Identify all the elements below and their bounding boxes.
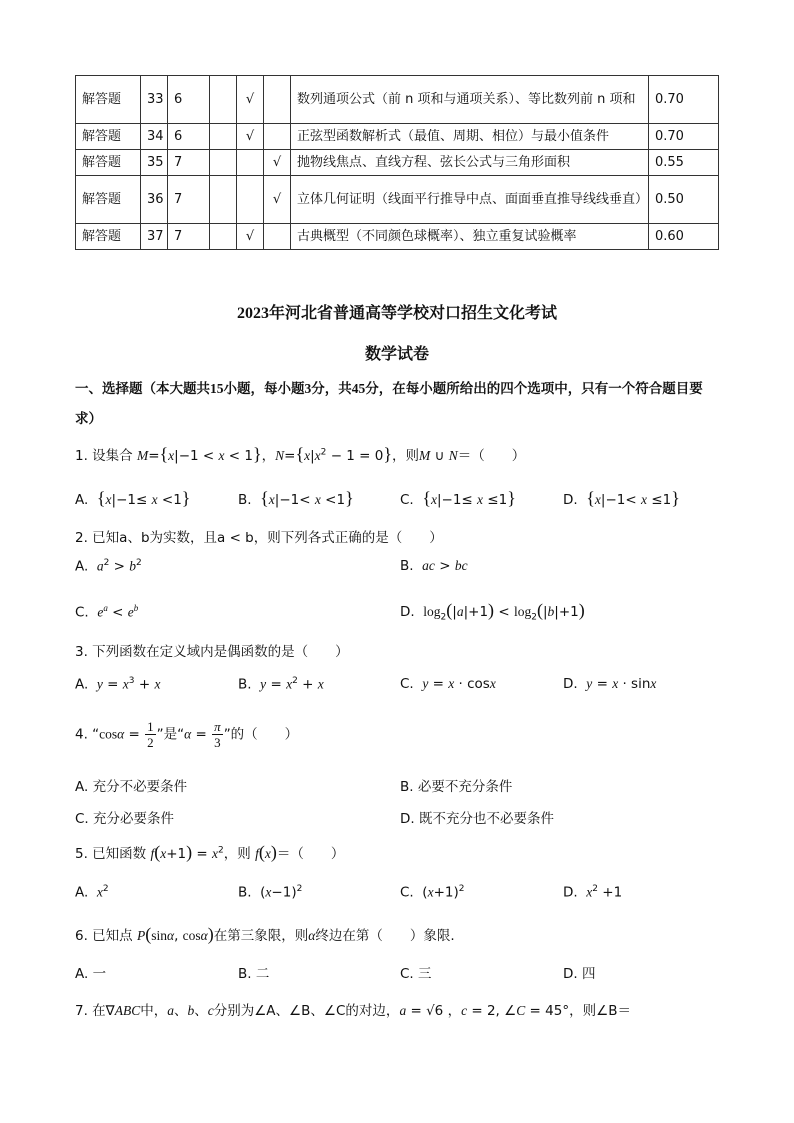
cell-level-2: √: [237, 224, 264, 250]
cell-score: 7: [168, 176, 210, 224]
cell-number: 34: [141, 124, 168, 150]
cell-difficulty: 0.70: [649, 124, 719, 150]
q5-option-d[interactable]: D. $x^2 +1$: [563, 884, 623, 901]
q3-option-c[interactable]: C. y = x · cosx: [400, 676, 496, 692]
q4-option-d[interactable]: D. 既不充分也不必要条件: [400, 811, 554, 827]
q6-option-a[interactable]: A. 一: [75, 966, 107, 982]
question-3: 3. 下列函数在定义域内是偶函数的是（ ）: [75, 644, 349, 660]
cell-difficulty: 0.60: [649, 224, 719, 250]
q2-option-d[interactable]: D. $\log_2(|a|+1) < \log_2(|b|+1)$: [400, 600, 585, 623]
cell-level-3: [264, 76, 291, 124]
q5-option-c[interactable]: C. $(x+1)^2$: [400, 884, 465, 901]
q5-option-b[interactable]: B. $(x-1)^2$: [238, 884, 303, 901]
q4-option-b[interactable]: B. 必要不充分条件: [400, 779, 513, 795]
cell-level-2: √: [237, 76, 264, 124]
cell-topic: 抛物线焦点、直线方程、弦长公式与三角形面积: [291, 150, 649, 176]
cell-type: 解答题: [76, 176, 141, 224]
cell-level-3: √: [264, 150, 291, 176]
table-row: [76, 124, 719, 150]
q2-option-a[interactable]: A. $a^2 > b^2$: [75, 558, 142, 575]
cell-topic: 数列通项公式（前 n 项和与通项关系）、等比数列前 n 项和: [291, 76, 649, 124]
cell-level-1: [210, 224, 237, 250]
q1-option-d[interactable]: D. {x|−1< x ≤1}: [563, 488, 680, 508]
exam-subtitle: 数学试卷: [364, 346, 429, 363]
cell-type: 解答题: [76, 124, 141, 150]
q4-option-a[interactable]: A. 充分不必要条件: [75, 779, 188, 795]
cell-score: 7: [168, 150, 210, 176]
cell-level-2: [237, 150, 264, 176]
q2-option-b[interactable]: B. ac > bc: [400, 558, 468, 574]
question-2: 2. 已知a、b为实数，且a < b，则下列各式正确的是（ ）: [75, 530, 443, 546]
q6-option-d[interactable]: D. 四: [563, 966, 596, 982]
cell-level-3: [264, 124, 291, 150]
cell-type: 解答题: [76, 224, 141, 250]
cell-topic: 立体几何证明（线面平行推导中点、面面垂直推导线线垂直）: [291, 176, 649, 224]
q3-option-b[interactable]: B. $y = x^2 + x$: [238, 676, 324, 693]
question-7: 7. 在∇ABC中，a、b、c分别为∠A、∠B、∠C的对边，a = √6 ，c = 2, ∠C = 45°，则∠B＝: [75, 1003, 631, 1019]
cell-score: 7: [168, 224, 210, 250]
cell-level-1: [210, 176, 237, 224]
cell-number: 35: [141, 150, 168, 176]
q4-option-c[interactable]: C. 充分必要条件: [75, 811, 175, 827]
q2-option-c[interactable]: C. $e^a < e^b$: [75, 603, 139, 621]
table-row: [76, 76, 719, 124]
cell-level-3: √: [264, 176, 291, 224]
cell-difficulty: 0.55: [649, 150, 719, 176]
section-heading: 一、选择题（本大题共15小题，每小题3分，共45分，在每小题所给出的四个选项中，只有一个符合题目要求）: [75, 381, 703, 426]
question-5: 5. 已知函数 $f(x+1) = x^2$，则 f(x)＝（ ）: [75, 842, 345, 862]
q1-option-b[interactable]: B. {x|−1< x <1}: [238, 488, 354, 508]
q3-option-d[interactable]: D. y = x · sinx: [563, 676, 657, 692]
cell-level-3: [264, 224, 291, 250]
cell-topic: 古典概型（不同颜色球概率）、独立重复试验概率: [291, 224, 649, 250]
cell-level-1: [210, 76, 237, 124]
table-row: [76, 150, 719, 176]
cell-number: 37: [141, 224, 168, 250]
cell-number: 33: [141, 76, 168, 124]
cell-score: 6: [168, 124, 210, 150]
cell-score: 6: [168, 76, 210, 124]
question-4: 4. “cosα = $\frac{1}{2}$ ”是“α = $\frac{\pi}{3}$ ”的（ ）: [75, 719, 299, 750]
cell-type: 解答题: [76, 150, 141, 176]
table-row: [76, 176, 719, 224]
cell-difficulty: 0.70: [649, 76, 719, 124]
q3-option-a[interactable]: A. $y = x^3 + x$: [75, 676, 161, 693]
table-row: [76, 224, 719, 250]
cell-level-1: [210, 124, 237, 150]
question-1: 1. 设集合 M={x|−1 < x < 1}，$N=\{x|x^2 - 1 = 0\}$，则M ∪ N＝（ ）: [75, 444, 526, 464]
q6-option-b[interactable]: B. 二: [238, 966, 270, 982]
cell-level-1: [210, 150, 237, 176]
question-6: 6. 已知点 P(sinα, cosα)在第三象限，则α终边在第（ ）象限.: [75, 924, 455, 944]
cell-type: 解答题: [76, 76, 141, 124]
cell-level-2: √: [237, 124, 264, 150]
q5-option-a[interactable]: A. $x^2$: [75, 884, 109, 901]
cell-level-2: [237, 176, 264, 224]
cell-number: 36: [141, 176, 168, 224]
cell-difficulty: 0.50: [649, 176, 719, 224]
q6-option-c[interactable]: C. 三: [400, 966, 432, 982]
q1-option-a[interactable]: A. {x|−1≤ x <1}: [75, 488, 191, 508]
exam-title: 2023年河北省普通高等学校对口招生文化考试: [236, 305, 557, 322]
cell-topic: 正弦型函数解析式（最值、周期、相位）与最小值条件: [291, 124, 649, 150]
spec-table: [75, 75, 719, 250]
q1-option-c[interactable]: C. {x|−1≤ x ≤1}: [400, 488, 516, 508]
